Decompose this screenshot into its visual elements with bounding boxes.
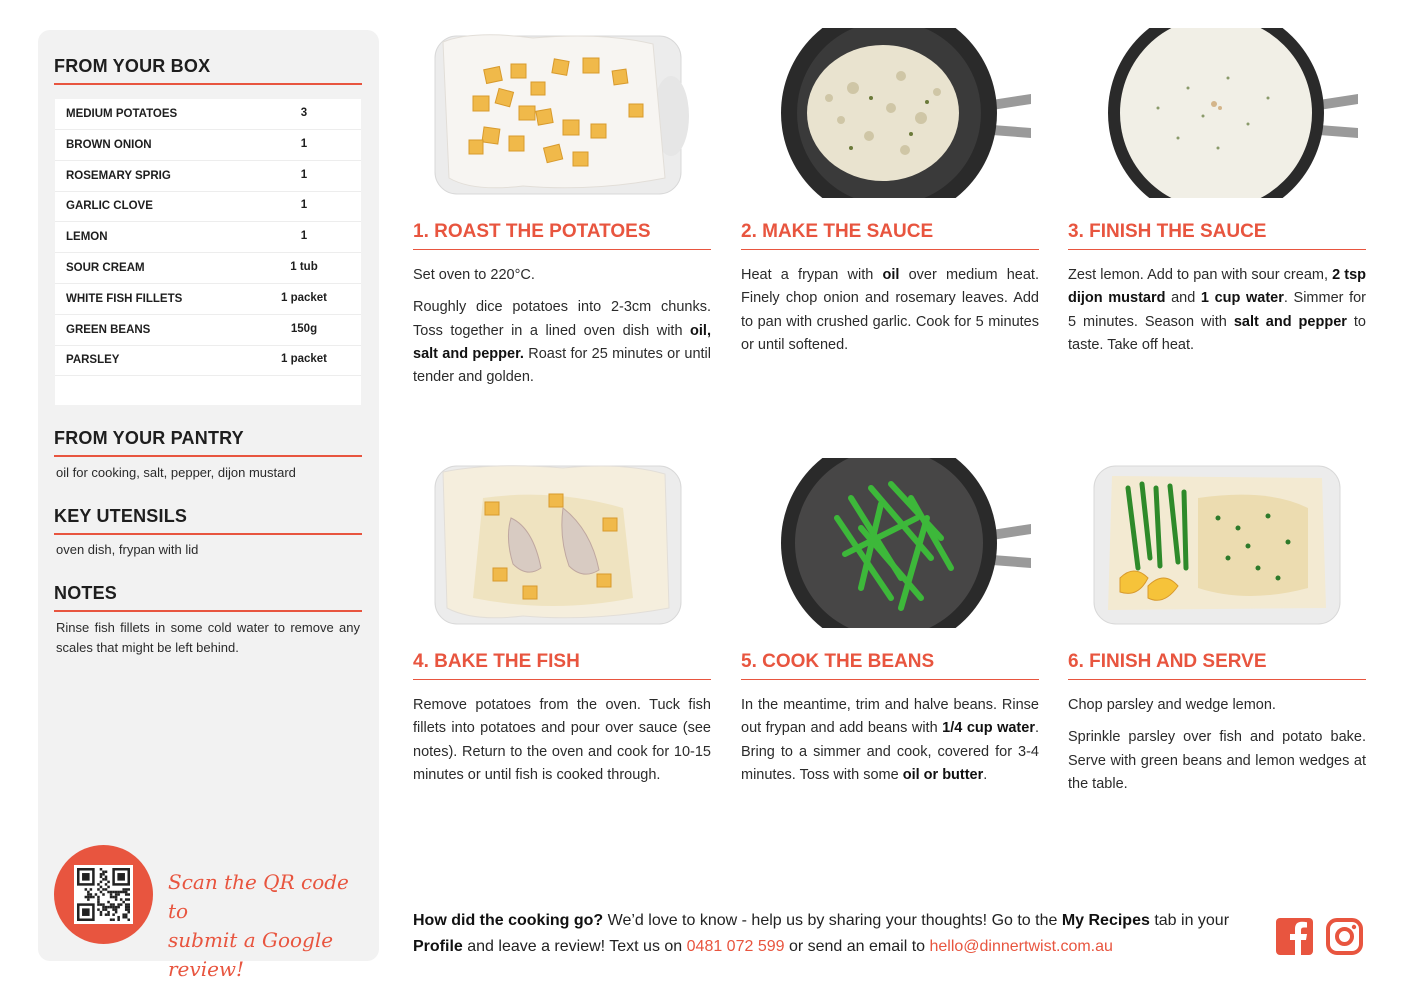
- utensils-heading: KEY UTENSILS: [54, 506, 362, 535]
- footer-text-bold: My Recipes: [1061, 912, 1150, 929]
- step-text: Zest lemon. Add to pan with sour cream,: [1068, 267, 1333, 283]
- qr-caption-line2: submit a Google review!: [168, 928, 334, 981]
- ingredient-row: [55, 99, 361, 130]
- step-text-bold: oil: [882, 267, 900, 283]
- step-text: Set oven to 220°C.: [413, 267, 535, 283]
- utensils-text: oven dish, frypan with lid: [56, 542, 199, 557]
- ingredient-row: [55, 315, 361, 346]
- step-text: to taste. Take off heat.: [1068, 313, 1366, 353]
- step-paragraph: [413, 264, 711, 287]
- ingredient-qty: 1 tub: [290, 261, 318, 273]
- step-text: In the meantime, trim and halve beans. Rinse out frypan and add beans with: [741, 697, 1039, 737]
- step-text-bold: 1 cup water: [1200, 290, 1284, 307]
- step-paragraph: [413, 694, 711, 787]
- step-3-title: 3. FINISH THE SAUCE: [1068, 221, 1366, 250]
- instagram-icon[interactable]: [1326, 918, 1363, 955]
- step-paragraph: [1068, 694, 1366, 717]
- contact-link[interactable]: hello@dinnertwist.com.au: [929, 938, 1113, 955]
- step-paragraph: [1068, 264, 1366, 357]
- ingredient-name: GARLIC CLOVE: [66, 200, 153, 213]
- step-text: Chop parsley and wedge lemon.: [1068, 697, 1276, 713]
- ingredient-row: [55, 130, 361, 161]
- footer-text-bold: How did the cooking go?: [413, 912, 604, 929]
- step-5-body: [741, 694, 1039, 796]
- ingredient-qty: 3: [300, 107, 308, 119]
- notes-text: Rinse fish fillets in some cold water to remove any scales that might be left behind.: [56, 620, 360, 655]
- step-text: Sprinkle parsley over fish and potato bake. Serve with green beans and lemon wedges at the table.: [1068, 729, 1366, 792]
- step-1-body: [413, 264, 711, 398]
- qr-code-icon: [77, 868, 130, 921]
- facebook-icon[interactable]: [1276, 918, 1313, 955]
- step-text-bold: 1/4 cup water: [942, 720, 1035, 737]
- ingredient-name: BROWN ONION: [66, 138, 152, 151]
- step-2-title: 2. MAKE THE SAUCE: [741, 221, 1039, 250]
- step-text: . Bring to a simmer and cook, covered for 3-4 minutes. Toss with some: [741, 720, 1040, 783]
- finish-sauce-photo: [1068, 28, 1366, 198]
- roast-potatoes-photo: [413, 28, 711, 198]
- step-text-bold: oil, salt and pepper.: [413, 322, 711, 362]
- qr-caption: [168, 868, 368, 984]
- ingredient-name: GREEN BEANS: [66, 323, 151, 336]
- step-text: and: [1165, 290, 1201, 307]
- from-your-box-table: [55, 99, 361, 405]
- make-sauce-photo: [741, 28, 1039, 198]
- step-paragraph: [413, 296, 711, 389]
- qr-code[interactable]: [74, 865, 133, 924]
- ingredient-row: [55, 191, 361, 222]
- ingredients-sidebar: [38, 30, 379, 981]
- footer-text: or send an email to: [784, 938, 930, 955]
- footer-text: We’d love to know - help us by sharing your thoughts! Go to the: [603, 912, 1062, 929]
- step-text: Roast for 25 minutes or until tender and golden.: [413, 345, 711, 386]
- contact-link[interactable]: 0481 072 599: [686, 938, 785, 955]
- step-paragraph: [1068, 726, 1366, 796]
- bake-fish-photo: [413, 458, 711, 628]
- step-text: Roughly dice potatoes into 2-3cm chunks. Toss together in a lined oven dish with: [413, 299, 711, 339]
- ingredient-qty: 1: [300, 137, 308, 150]
- ingredient-qty: 1 packet: [280, 353, 328, 366]
- from-your-box-heading: FROM YOUR BOX: [54, 56, 362, 85]
- ingredient-row: [55, 253, 361, 284]
- ingredient-name: SOUR CREAM: [66, 262, 145, 274]
- ingredient-row: [55, 284, 361, 315]
- ingredient-qty: 1: [300, 230, 308, 243]
- ingredient-name: MEDIUM POTATOES: [66, 108, 178, 120]
- cook-beans-photo: [741, 458, 1039, 628]
- step-5-title: 5. COOK THE BEANS: [741, 651, 1039, 680]
- step-1-title: 1. ROAST THE POTATOES: [413, 221, 711, 250]
- pantry-heading: FROM YOUR PANTRY: [54, 428, 362, 457]
- step-text-bold: salt and pepper: [1233, 313, 1347, 330]
- step-4-body: [413, 694, 711, 796]
- qr-code-badge[interactable]: [54, 845, 153, 944]
- step-text: over medium heat. Finely chop onion and rosemary leaves. Add to pan with crushed garlic. Cook for 5 minutes or until softened.: [741, 267, 1039, 353]
- step-3-body: [1068, 264, 1366, 366]
- ingredient-qty: 1: [300, 199, 308, 212]
- step-6-body: [1068, 694, 1366, 805]
- ingredient-row: [55, 161, 361, 192]
- step-paragraph: [741, 264, 1039, 357]
- step-paragraph: [741, 694, 1039, 787]
- ingredient-name: PARSLEY: [66, 354, 120, 367]
- finish-serve-photo: [1068, 458, 1366, 628]
- step-text: Remove potatoes from the oven. Tuck fish fillets into potatoes and pour over sauce (see notes). Return to the oven and cook for 10-15 minutes or until fish is cooked through.: [413, 697, 711, 783]
- ingredient-name: WHITE FISH FILLETS: [66, 292, 183, 305]
- footer-text: tab in your: [1149, 912, 1230, 929]
- step-text: .: [983, 766, 988, 783]
- ingredient-qty: 1 packet: [280, 291, 328, 304]
- ingredient-name: ROSEMARY SPRIG: [66, 169, 171, 182]
- qr-caption-line1: Scan the QR code to: [168, 870, 349, 923]
- step-4-title: 4. BAKE THE FISH: [413, 651, 711, 680]
- ingredient-row: [55, 222, 361, 253]
- step-6-title: 6. FINISH AND SERVE: [1068, 651, 1366, 680]
- ingredient-row: [55, 345, 361, 376]
- step-text-bold: oil or butter: [902, 766, 984, 783]
- ingredient-qty: 1: [300, 168, 308, 181]
- footer-text-bold: Profile: [413, 938, 463, 955]
- step-text: Heat a frypan with: [741, 267, 883, 283]
- notes-heading: NOTES: [54, 583, 362, 612]
- ingredient-qty: 150g: [290, 322, 318, 335]
- step-2-body: [741, 264, 1039, 366]
- ingredient-name: LEMON: [66, 231, 108, 244]
- pantry-text: oil for cooking, salt, pepper, dijon mustard: [56, 465, 296, 480]
- step-text-bold: 2 tsp dijon mustard: [1068, 267, 1367, 307]
- footer-text: and leave a review! Text us on: [462, 938, 687, 955]
- step-text: . Simmer for 5 minutes. Season with: [1068, 290, 1367, 330]
- review-footer-text: [413, 908, 1258, 960]
